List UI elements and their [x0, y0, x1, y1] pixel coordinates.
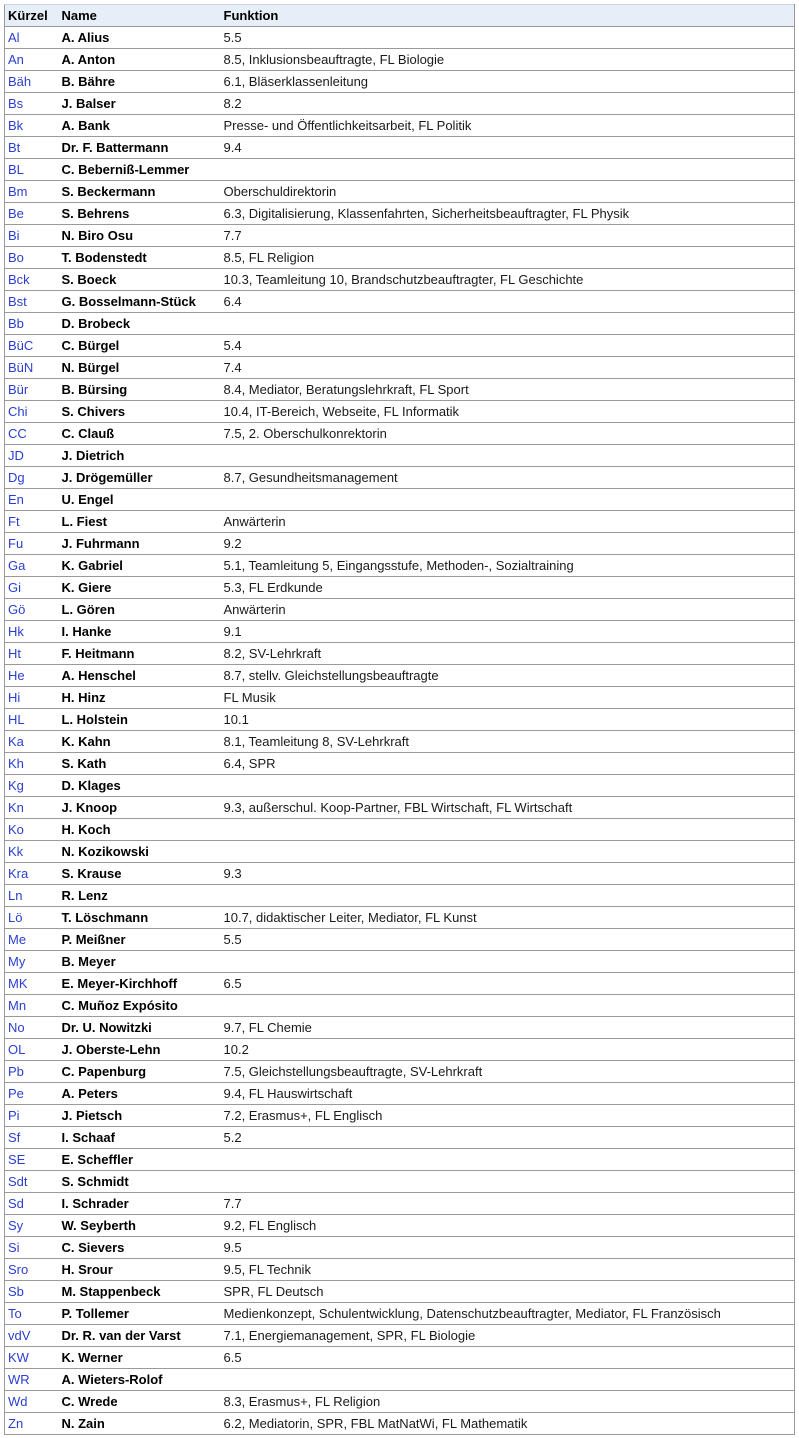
table-row	[5, 797, 795, 819]
table-row	[5, 841, 795, 863]
funktion-cell: Oberschuldirektorin	[221, 181, 795, 203]
kuerzel-link[interactable]: Me	[5, 929, 59, 951]
kuerzel-link[interactable]: Si	[5, 1237, 59, 1259]
funktion-cell: 9.3	[221, 863, 795, 885]
funktion-cell: 9.2, FL Englisch	[221, 1215, 795, 1237]
funktion-cell: 6.1, Bläserklassenleitung	[221, 71, 795, 93]
table-row	[5, 1347, 795, 1369]
table-row	[5, 907, 795, 929]
funktion-cell: 6.4, SPR	[221, 753, 795, 775]
funktion-cell	[221, 445, 795, 467]
kuerzel-link[interactable]: Lö	[5, 907, 59, 929]
table-row	[5, 225, 795, 247]
name-cell: A. Wieters-Rolof	[59, 1369, 221, 1391]
table-row	[5, 1083, 795, 1105]
kuerzel-link[interactable]: Sro	[5, 1259, 59, 1281]
table-row	[5, 1237, 795, 1259]
funktion-cell: 9.4	[221, 137, 795, 159]
funktion-cell: 5.1, Teamleitung 5, Eingangsstufe, Methoden-, Sozialtraining	[221, 555, 795, 577]
funktion-cell: 7.7	[221, 225, 795, 247]
table-row	[5, 731, 795, 753]
name-cell: L. Gören	[59, 599, 221, 621]
funktion-cell: 8.7, stellv. Gleichstellungsbeauftragte	[221, 665, 795, 687]
kuerzel-link[interactable]: To	[5, 1303, 59, 1325]
funktion-cell	[221, 819, 795, 841]
kuerzel-link[interactable]: Bm	[5, 181, 59, 203]
funktion-cell: 7.4	[221, 357, 795, 379]
kuerzel-link[interactable]: Ko	[5, 819, 59, 841]
kuerzel-link[interactable]: Zn	[5, 1413, 59, 1435]
table-row	[5, 1259, 795, 1281]
name-cell: H. Koch	[59, 819, 221, 841]
table-row	[5, 357, 795, 379]
kuerzel-link[interactable]: Be	[5, 203, 59, 225]
table-row	[5, 511, 795, 533]
kuerzel-link[interactable]: Bb	[5, 313, 59, 335]
kuerzel-link[interactable]: Sb	[5, 1281, 59, 1303]
table-row	[5, 643, 795, 665]
name-cell: T. Löschmann	[59, 907, 221, 929]
table-body	[5, 27, 795, 1435]
table-row	[5, 269, 795, 291]
table-row	[5, 951, 795, 973]
name-cell: C. Beberniß-Lemmer	[59, 159, 221, 181]
kuerzel-link[interactable]: KW	[5, 1347, 59, 1369]
table-row	[5, 423, 795, 445]
kuerzel-link[interactable]: HL	[5, 709, 59, 731]
kuerzel-link[interactable]: Bäh	[5, 71, 59, 93]
funktion-cell	[221, 1369, 795, 1391]
name-cell: T. Bodenstedt	[59, 247, 221, 269]
table-row	[5, 775, 795, 797]
funktion-cell: 5.3, FL Erdkunde	[221, 577, 795, 599]
table-row	[5, 995, 795, 1017]
name-cell: N. Kozikowski	[59, 841, 221, 863]
name-cell: J. Fuhrmann	[59, 533, 221, 555]
table-row	[5, 577, 795, 599]
kuerzel-link[interactable]: Al	[5, 27, 59, 49]
name-cell: D. Klages	[59, 775, 221, 797]
funktion-cell	[221, 1149, 795, 1171]
name-cell: I. Schrader	[59, 1193, 221, 1215]
name-cell: S. Chivers	[59, 401, 221, 423]
name-cell: L. Fiest	[59, 511, 221, 533]
kuerzel-link[interactable]: CC	[5, 423, 59, 445]
column-header-name[interactable]: Name	[59, 5, 221, 27]
funktion-cell: 6.5	[221, 1347, 795, 1369]
kuerzel-link[interactable]: Pi	[5, 1105, 59, 1127]
table-row	[5, 115, 795, 137]
table-row	[5, 247, 795, 269]
kuerzel-link[interactable]: BL	[5, 159, 59, 181]
table-header-row	[5, 5, 795, 27]
table-row	[5, 1127, 795, 1149]
table-row	[5, 335, 795, 357]
name-cell: D. Brobeck	[59, 313, 221, 335]
funktion-cell: 9.5, FL Technik	[221, 1259, 795, 1281]
funktion-cell	[221, 159, 795, 181]
kuerzel-link[interactable]: Hi	[5, 687, 59, 709]
name-cell: A. Henschel	[59, 665, 221, 687]
funktion-cell	[221, 995, 795, 1017]
name-cell: B. Bürsing	[59, 379, 221, 401]
column-header-funktion[interactable]: Funktion	[221, 5, 795, 27]
name-cell: Dr. R. van der Varst	[59, 1325, 221, 1347]
kuerzel-link[interactable]: Hk	[5, 621, 59, 643]
table-row	[5, 753, 795, 775]
name-cell: C. Papenburg	[59, 1061, 221, 1083]
funktion-cell	[221, 489, 795, 511]
funktion-cell: 6.2, Mediatorin, SPR, FBL MatNatWi, FL Mathematik	[221, 1413, 795, 1435]
name-cell: J. Oberste-Lehn	[59, 1039, 221, 1061]
table-row	[5, 1061, 795, 1083]
name-cell: S. Beckermann	[59, 181, 221, 203]
funktion-cell: 6.3, Digitalisierung, Klassenfahrten, Sicherheitsbeauftragter, FL Physik	[221, 203, 795, 225]
table-row	[5, 71, 795, 93]
kuerzel-link[interactable]: Sd	[5, 1193, 59, 1215]
funktion-cell: Anwärterin	[221, 599, 795, 621]
name-cell: E. Meyer-Kirchhoff	[59, 973, 221, 995]
kuerzel-link[interactable]: Kh	[5, 753, 59, 775]
kuerzel-link[interactable]: Kk	[5, 841, 59, 863]
name-cell: C. Muñoz Expósito	[59, 995, 221, 1017]
table-row	[5, 137, 795, 159]
kuerzel-link[interactable]: Ga	[5, 555, 59, 577]
table-row	[5, 621, 795, 643]
funktion-cell: 7.1, Energiemanagement, SPR, FL Biologie	[221, 1325, 795, 1347]
table-row	[5, 1413, 795, 1435]
funktion-cell: 9.2	[221, 533, 795, 555]
staff-table	[4, 4, 795, 1435]
name-cell: J. Balser	[59, 93, 221, 115]
name-cell: A. Anton	[59, 49, 221, 71]
name-cell: J. Pietsch	[59, 1105, 221, 1127]
name-cell: I. Hanke	[59, 621, 221, 643]
table-row	[5, 819, 795, 841]
name-cell: B. Meyer	[59, 951, 221, 973]
kuerzel-link[interactable]: Sdt	[5, 1171, 59, 1193]
funktion-cell: 8.3, Erasmus+, FL Religion	[221, 1391, 795, 1413]
kuerzel-link[interactable]: An	[5, 49, 59, 71]
funktion-cell	[221, 313, 795, 335]
kuerzel-link[interactable]: BüC	[5, 335, 59, 357]
kuerzel-link[interactable]: WR	[5, 1369, 59, 1391]
funktion-cell: 5.4	[221, 335, 795, 357]
funktion-cell: 7.5, Gleichstellungsbeauftragte, SV-Lehrkraft	[221, 1061, 795, 1083]
kuerzel-link[interactable]: BüN	[5, 357, 59, 379]
kuerzel-link[interactable]: Chi	[5, 401, 59, 423]
name-cell: G. Bosselmann-Stück	[59, 291, 221, 313]
table-row	[5, 27, 795, 49]
funktion-cell	[221, 775, 795, 797]
funktion-cell: 10.4, IT-Bereich, Webseite, FL Informatik	[221, 401, 795, 423]
table-row	[5, 49, 795, 71]
name-cell: P. Meißner	[59, 929, 221, 951]
kuerzel-link[interactable]: Pb	[5, 1061, 59, 1083]
name-cell: K. Giere	[59, 577, 221, 599]
table-row	[5, 1017, 795, 1039]
kuerzel-link[interactable]: Wd	[5, 1391, 59, 1413]
name-cell: J. Drögemüller	[59, 467, 221, 489]
funktion-cell	[221, 885, 795, 907]
name-cell: F. Heitmann	[59, 643, 221, 665]
funktion-cell	[221, 841, 795, 863]
kuerzel-link[interactable]: Bt	[5, 137, 59, 159]
funktion-cell: 8.5, Inklusionsbeauftragte, FL Biologie	[221, 49, 795, 71]
kuerzel-link[interactable]: Bi	[5, 225, 59, 247]
table-row	[5, 885, 795, 907]
table-row	[5, 1171, 795, 1193]
name-cell: B. Bähre	[59, 71, 221, 93]
name-cell: N. Biro Osu	[59, 225, 221, 247]
kuerzel-link[interactable]: Bo	[5, 247, 59, 269]
kuerzel-link[interactable]: My	[5, 951, 59, 973]
funktion-cell: SPR, FL Deutsch	[221, 1281, 795, 1303]
name-cell: A. Bank	[59, 115, 221, 137]
kuerzel-link[interactable]: Bs	[5, 93, 59, 115]
funktion-cell: 10.2	[221, 1039, 795, 1061]
table-row	[5, 1281, 795, 1303]
kuerzel-link[interactable]: vdV	[5, 1325, 59, 1347]
kuerzel-link[interactable]: Pe	[5, 1083, 59, 1105]
name-cell: J. Knoop	[59, 797, 221, 819]
funktion-cell	[221, 1171, 795, 1193]
name-cell: C. Wrede	[59, 1391, 221, 1413]
name-cell: H. Srour	[59, 1259, 221, 1281]
kuerzel-link[interactable]: Gö	[5, 599, 59, 621]
kuerzel-link[interactable]: Bst	[5, 291, 59, 313]
table-row	[5, 1039, 795, 1061]
table-row	[5, 379, 795, 401]
kuerzel-link[interactable]: Fu	[5, 533, 59, 555]
table-row	[5, 1391, 795, 1413]
name-cell: N. Zain	[59, 1413, 221, 1435]
funktion-cell: 5.5	[221, 27, 795, 49]
name-cell: K. Gabriel	[59, 555, 221, 577]
funktion-cell: 8.5, FL Religion	[221, 247, 795, 269]
table-row	[5, 159, 795, 181]
kuerzel-link[interactable]: Gi	[5, 577, 59, 599]
name-cell: K. Werner	[59, 1347, 221, 1369]
funktion-cell: 8.4, Mediator, Beratungslehrkraft, FL Sport	[221, 379, 795, 401]
kuerzel-link[interactable]: Bck	[5, 269, 59, 291]
kuerzel-link[interactable]: SE	[5, 1149, 59, 1171]
name-cell: S. Behrens	[59, 203, 221, 225]
funktion-cell: 7.2, Erasmus+, FL Englisch	[221, 1105, 795, 1127]
funktion-cell: Medienkonzept, Schulentwicklung, Datenschutzbeauftragter, Mediator, FL Französisch	[221, 1303, 795, 1325]
table-row	[5, 1149, 795, 1171]
kuerzel-link[interactable]: Mn	[5, 995, 59, 1017]
name-cell: A. Peters	[59, 1083, 221, 1105]
funktion-cell: 8.1, Teamleitung 8, SV-Lehrkraft	[221, 731, 795, 753]
table-row	[5, 973, 795, 995]
table-row	[5, 203, 795, 225]
funktion-cell: FL Musik	[221, 687, 795, 709]
funktion-cell: 6.5	[221, 973, 795, 995]
name-cell: E. Scheffler	[59, 1149, 221, 1171]
name-cell: S. Kath	[59, 753, 221, 775]
kuerzel-link[interactable]: Sy	[5, 1215, 59, 1237]
name-cell: C. Sievers	[59, 1237, 221, 1259]
table-row	[5, 1215, 795, 1237]
kuerzel-link[interactable]: JD	[5, 445, 59, 467]
table-row	[5, 445, 795, 467]
kuerzel-link[interactable]: Bk	[5, 115, 59, 137]
table-row	[5, 687, 795, 709]
kuerzel-link[interactable]: Ft	[5, 511, 59, 533]
funktion-cell: 7.7	[221, 1193, 795, 1215]
kuerzel-link[interactable]: Bür	[5, 379, 59, 401]
kuerzel-link[interactable]: Kn	[5, 797, 59, 819]
name-cell: Dr. F. Battermann	[59, 137, 221, 159]
funktion-cell: 7.5, 2. Oberschulkonrektorin	[221, 423, 795, 445]
table-row	[5, 401, 795, 423]
name-cell: P. Tollemer	[59, 1303, 221, 1325]
kuerzel-link[interactable]: Dg	[5, 467, 59, 489]
table-row	[5, 291, 795, 313]
funktion-cell: 10.1	[221, 709, 795, 731]
table-row	[5, 709, 795, 731]
name-cell: C. Clauß	[59, 423, 221, 445]
funktion-cell: 8.2, SV-Lehrkraft	[221, 643, 795, 665]
funktion-cell: Anwärterin	[221, 511, 795, 533]
table-row	[5, 467, 795, 489]
name-cell: Dr. U. Nowitzki	[59, 1017, 221, 1039]
table-row	[5, 599, 795, 621]
table-row	[5, 665, 795, 687]
name-cell: L. Holstein	[59, 709, 221, 731]
table-row	[5, 489, 795, 511]
funktion-cell	[221, 951, 795, 973]
kuerzel-link[interactable]: Ht	[5, 643, 59, 665]
name-cell: I. Schaaf	[59, 1127, 221, 1149]
name-cell: W. Seyberth	[59, 1215, 221, 1237]
funktion-cell: 10.7, didaktischer Leiter, Mediator, FL Kunst	[221, 907, 795, 929]
funktion-cell: 10.3, Teamleitung 10, Brandschutzbeauftragter, FL Geschichte	[221, 269, 795, 291]
name-cell: S. Krause	[59, 863, 221, 885]
name-cell: H. Hinz	[59, 687, 221, 709]
name-cell: R. Lenz	[59, 885, 221, 907]
funktion-cell: 5.2	[221, 1127, 795, 1149]
kuerzel-link[interactable]: En	[5, 489, 59, 511]
funktion-cell: 8.2	[221, 93, 795, 115]
kuerzel-link[interactable]: He	[5, 665, 59, 687]
funktion-cell: 9.5	[221, 1237, 795, 1259]
name-cell: J. Dietrich	[59, 445, 221, 467]
name-cell: C. Bürgel	[59, 335, 221, 357]
funktion-cell: 6.4	[221, 291, 795, 313]
kuerzel-link[interactable]: Ka	[5, 731, 59, 753]
table-row	[5, 181, 795, 203]
kuerzel-link[interactable]: MK	[5, 973, 59, 995]
table-row	[5, 1369, 795, 1391]
kuerzel-link[interactable]: Kg	[5, 775, 59, 797]
table-row	[5, 863, 795, 885]
funktion-cell: 9.4, FL Hauswirtschaft	[221, 1083, 795, 1105]
table-row	[5, 1303, 795, 1325]
table-row	[5, 1193, 795, 1215]
funktion-cell: 8.7, Gesundheitsmanagement	[221, 467, 795, 489]
table-row	[5, 1105, 795, 1127]
table-row	[5, 555, 795, 577]
kuerzel-link[interactable]: Ln	[5, 885, 59, 907]
kuerzel-link[interactable]: OL	[5, 1039, 59, 1061]
column-header-kuerzel[interactable]: Kürzel	[5, 5, 59, 27]
table-row	[5, 929, 795, 951]
name-cell: U. Engel	[59, 489, 221, 511]
funktion-cell: 9.1	[221, 621, 795, 643]
name-cell: A. Alius	[59, 27, 221, 49]
name-cell: M. Stappenbeck	[59, 1281, 221, 1303]
funktion-cell: 9.3, außerschul. Koop-Partner, FBL Wirtschaft, FL Wirtschaft	[221, 797, 795, 819]
funktion-cell: Presse- und Öffentlichkeitsarbeit, FL Politik	[221, 115, 795, 137]
funktion-cell: 9.7, FL Chemie	[221, 1017, 795, 1039]
table-row	[5, 1325, 795, 1347]
kuerzel-link[interactable]: No	[5, 1017, 59, 1039]
name-cell: K. Kahn	[59, 731, 221, 753]
name-cell: N. Bürgel	[59, 357, 221, 379]
table-row	[5, 93, 795, 115]
table-row	[5, 313, 795, 335]
name-cell: S. Schmidt	[59, 1171, 221, 1193]
kuerzel-link[interactable]: Sf	[5, 1127, 59, 1149]
kuerzel-link[interactable]: Kra	[5, 863, 59, 885]
table-row	[5, 533, 795, 555]
name-cell: S. Boeck	[59, 269, 221, 291]
funktion-cell: 5.5	[221, 929, 795, 951]
